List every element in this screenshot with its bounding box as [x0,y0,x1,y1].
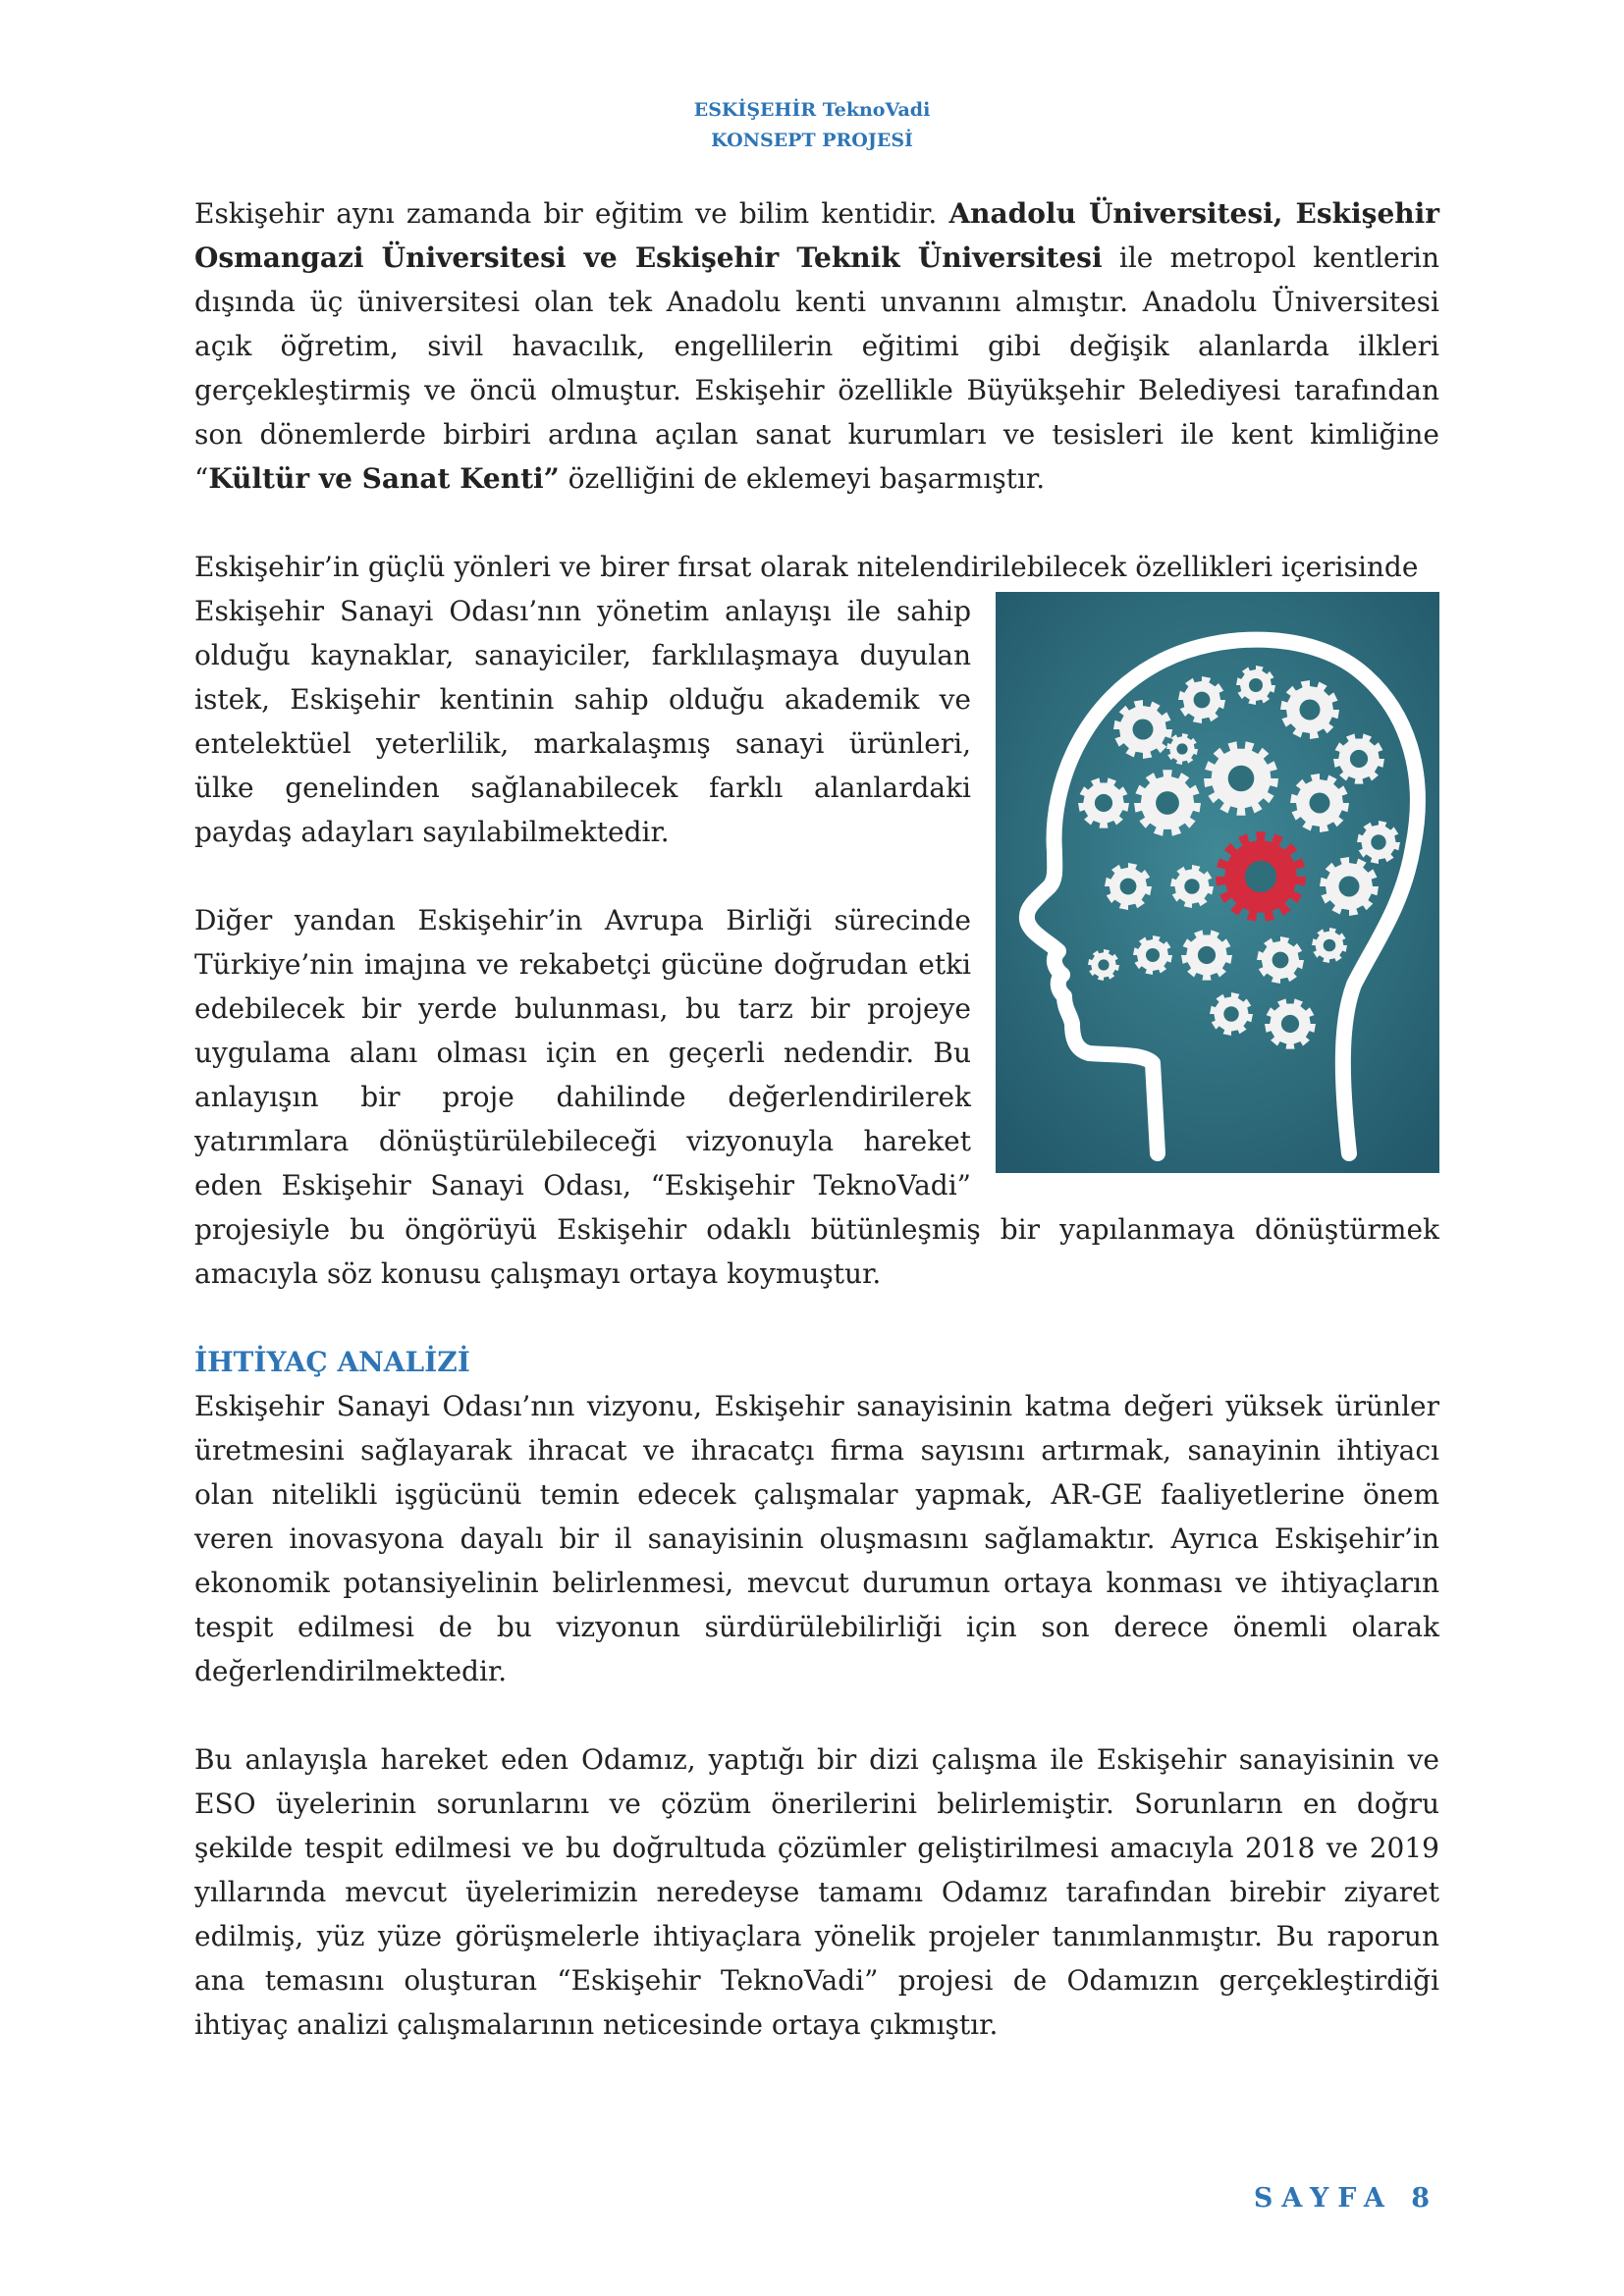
gear-hole [1223,1006,1238,1021]
gear-hole [1249,678,1263,692]
gear-hole [1133,720,1154,740]
paragraph-strengths-intro: Eskişehir’in güçlü yönleri ve birer fırsat olarak nitelendirilebilecek özellikleri içerisinde [194,551,1419,583]
gear-hole [1281,1015,1299,1033]
paragraph-universities: Eskişehir aynı zamanda bir eğitim ve bilim kentidir. Anadolu Üniversitesi, Eskişehir Osmangazi Üniversitesi ve Eskişehir Teknik Üniversitesi ile metropol kentlerin dışında üç üniversitesi olan tek Anadolu kenti unvanını almıştır. Anadolu Üniversitesi açık öğretim, sivil havacılık, engellilerin eğitimi gibi değişik alanlarda ilkleri gerçekleştirmiş ve öncü olmuştur. Eskişehir özellikle Büyükşehir Belediyesi tarafından son dönemlerde birbiri ardına açılan sanat kurumları ve tesisleri ile kent kimliğine “Kültür ve Sanat Kenti” özelliğini de eklemeyi başarmıştır. [194,197,1440,495]
bold-universities: Anadolu Üniversitesi, Eskişehir Osmangazi Üniversitesi ve Eskişehir Teknik Üniversitesi [194,197,1440,274]
page-header [0,95,1624,156]
paragraph-vision: Eskişehir Sanayi Odası’nın vizyonu, Eskişehir sanayisinin katma değeri yüksek ürünler üretmesini sağlayarak ihracat ve ihracatçı firma sayısını artırmak, sanayinin ihtiyacı olan nitelikli işgücünü temin edecek çalışmalar yapmak, AR-GE faaliyetlerine önem veren inovasyona dayalı bir il sanayisinin oluşmasını sağlamaktır. Ayrıca Eskişehir’in ekonomik potansiyelinin belirlenmesi, mevcut durumun ortaya konması ve ihtiyaçların tespit edilmesi de bu vizyonun sürdürülebilirliği için son derece önemli olarak değerlendirilmektedir. [194,1390,1439,1687]
gear-hole [1310,793,1330,814]
paragraph-needs-analysis: Bu anlayışla hareket eden Odamız, yaptığı bir dizi çalışma ile Eskişehir sanayisinin ve ESO üyelerinin sorunlarını ve çözüm önerilerini belirlemiştir. Sorunların en doğru şekilde tespit edilmesi ve bu doğrultuda çözümler geliştirilmesi amacıyla 2018 ve 2019 yıllarında mevcut üyelerimizin neredeyse tamamı Odamız tarafından birebir ziyaret edilmiş, yüz yüze görüşmelerle ihtiyaçlara yönelik projeler tanımlanmıştır. Bu raporun ana temasını oluşturan “Eskişehir TeknoVadi” projesi de Odamızın gerçekleştirdiği ihtiyaç analizi çalışmalarının neticesinde ortaya çıkmıştır. [194,1743,1439,2041]
page-number: SAYFA 8 [1253,2183,1438,2214]
bold-culture-city: Kültür ve Sanat Kenti” [208,462,560,495]
gear-hole [1272,952,1289,969]
header-subtitle: KONSEPT PROJESİ [711,130,913,151]
gear-hole [1194,692,1211,709]
gear-hole [1156,791,1179,815]
gear-hole [1120,879,1137,895]
paragraph-strengths: Eskişehir Sanayi Odası’nın yönetim anlayışı ile sahip olduğu kaynaklar, sanayiciler, farklılaşmaya duyulan istek, Eskişehir kentinin sahip olduğu akademik ve entelektüel yeterlilik, markalaşmış sanayi ürünleri, ülke genelinden sağlanabilecek farklı alanlardaki paydaş adayları sayılabilmektedir. [194,595,971,848]
paragraph-eu-process: Diğer yandan Eskişehir’in Avrupa Birliği sürecinde Türkiye’nin imajına ve rekabetçi gücüne doğrudan etki edebilecek bir yerde bulunması, bu tarz bir projeye uygulama alanı olması için en geçerli nedendir. Bu anlayışın bir proje dahilinde değerlendirilerek yatırımlara dönüştürülebileceği vizyonuyla hareket eden Eskişehir Sanayi Odası, “Eskişehir TeknoVadi” projesiyle bu öngörüyü Eskişehir odaklı bütünleşmiş bir yapılanmaya dönüştürmek amacıyla söz konusu çalışmayı ortaya koymuştur. [194,904,1439,1290]
gear-hole [1339,877,1360,897]
gear-hole [1146,948,1160,962]
gear-hole [1350,750,1368,768]
gear-hole [1176,743,1187,754]
gear-hole [1300,700,1321,721]
section-heading: İHTİYAÇ ANALİZİ [194,1346,470,1378]
gear-hole [1095,794,1112,812]
gear-hole [1324,939,1336,952]
gear-hole [1245,861,1276,892]
head-with-gears-icon [996,592,1439,1173]
gear-hole [1184,879,1199,893]
gear-hole [1228,766,1255,792]
gear-hole [1198,946,1216,964]
gear-hole [1098,959,1109,970]
gear-hole [1371,834,1385,849]
document-body [194,191,1439,2047]
header-title: ESKİŞEHİR TeknoVadi [693,99,931,121]
